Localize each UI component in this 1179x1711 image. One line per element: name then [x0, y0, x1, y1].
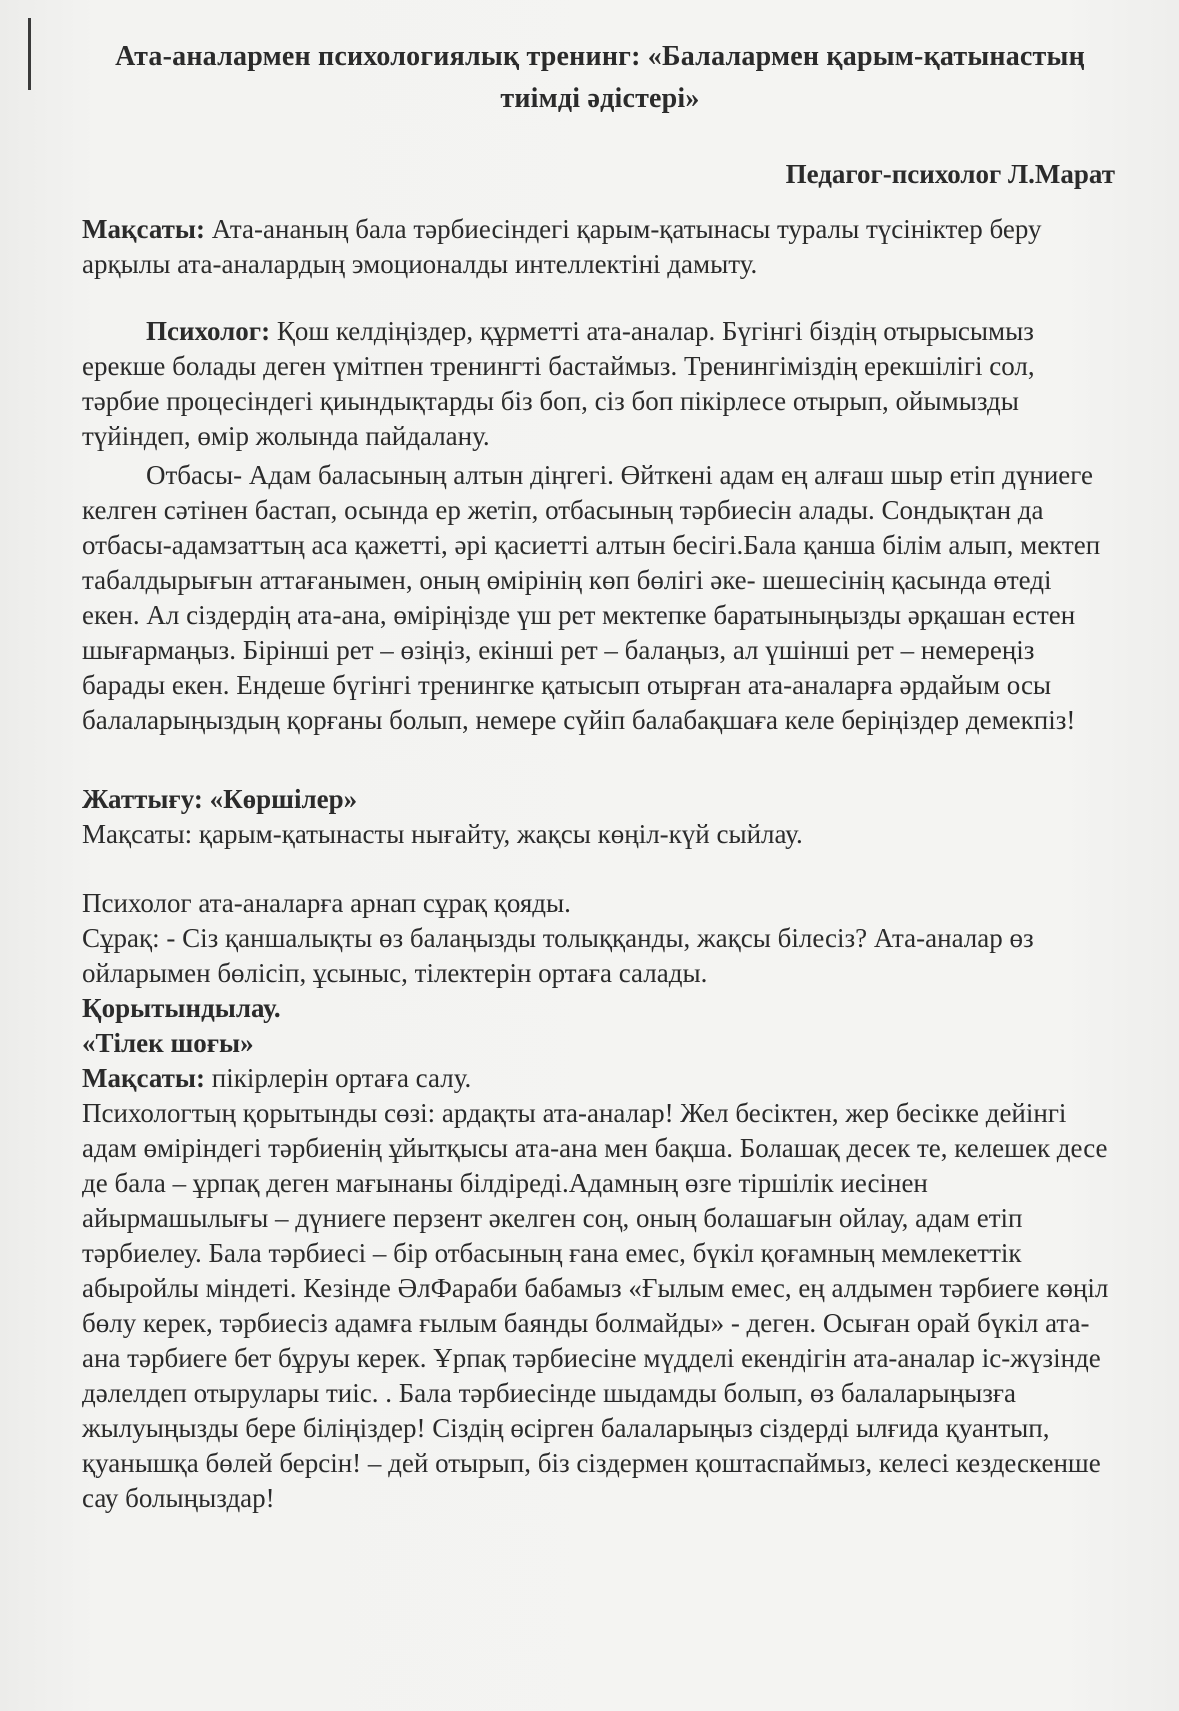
exercise-title	[82, 782, 1112, 817]
question-text: Сұрақ: - Сіз қаншалықты өз балаңызды толыққанды, жақсы білесіз? Ата-аналар өз ойларымен бөлісіп, ұсыныс, тілектерін ортаға салады.	[82, 923, 1034, 988]
goal-block	[82, 212, 1112, 282]
conclusion-title	[82, 991, 1112, 1026]
wish-goal	[82, 1061, 1112, 1096]
question-block	[82, 886, 1112, 1516]
closing-paragraph: Психологтың қорытынды сөзі: ардақты ата-аналар! Жел бесіктен, жер бесікке дейінгі адам өміріндегі тәрбиенің ұйытқысы ата-ана мен бақша. Болашақ десек те, келешек десе де бала – ұрпақ деген мағынаны білдіреді.Адамның өзге тіршілік иесінен айырмашылығы – дүниеге перзент әкелген соң, оның болашағын ойлау, адам етіп тәрбиелеу. Бала тәрбиесі – бір отбасының ғана емес, бүкіл қоғамның мемлекеттік абыройлы міндеті. Кезінде ӘлФараби бабамыз «Ғылым емес, ең алдымен тәрбиеге көңіл бөлу керек, тәрбиесіз адамға ғылым баянды болмайды» - деген. Осыған орай бүкіл ата-ана тәрбиеге бет бұруы керек. Ұрпақ тәрбиесіне мүдделі екендігін ата-аналар іс-жүзінде дәлелдеп отырулары тиіс. . Бала тәрбиесінде шыдамды болып, өз балаларыңызға жылуыңызды бере біліңіздер! Сіздің өсірген балаларыңыз сіздерді ылғида қуантып, қуанышқа бөлей берсін! – дей отырып, біз сіздермен қоштаспаймыз, келесі кездескенше сау болыңыздар!	[82, 1098, 1109, 1513]
margin-line	[28, 18, 31, 90]
wish-title	[82, 1026, 1112, 1061]
psychologist-block	[82, 314, 1112, 738]
goal-paragraph	[82, 212, 1112, 282]
wish-goal-label: Мақсаты:	[82, 1063, 205, 1093]
question-intro: Психолог ата-аналарға арнап сұрақ қояды.	[82, 888, 571, 918]
psychologist-paragraph	[82, 314, 1112, 454]
conclusion-title-text: Қорытындылау.	[82, 993, 281, 1023]
psychologist-text: Қош келдіңіздер, құрметті ата-аналар. Бүгінгі біздің отырысымыз ерекше болады деген үмітпен тренингті бастаймыз. Тренингіміздің ерекшілігі сол, тәрбие процесіндегі қиындықтарды біз боп, сіз боп пікірлесе отырып, ойымызды түйіндеп, өмір жолында пайдалану.	[82, 316, 1035, 451]
wish-title-text: «Тілек шоғы»	[82, 1028, 254, 1058]
goal-text: Ата-ананың бала тәрбиесіндегі қарым-қатынасы туралы түсініктер беру арқылы ата-аналардың эмоционалды интеллектіні дамыту.	[82, 214, 1042, 279]
exercise-title-text: Жаттығу: «Көршілер»	[82, 784, 358, 814]
family-paragraph: Отбасы- Адам баласының алтын діңгегі. Өйткені адам ең алғаш шыр етіп дүниеге келген сәтінен бастап, осында ер жетіп, отбасының тәрбиесін алады. Сондықтан да отбасы-адамзаттың аса қажетті, әрі қасиетті алтын бесігі.Бала қанша білім алып, мектеп табалдырығын аттағанымен, оның өмірінің көп бөлігі әке- шешесінің қасында өтеді екен. Ал сіздердің ата-ана, өміріңізде үш рет мектепке баратыныңызды әрқашан естен шығармаңыз. Бірінші рет – өзіңіз, екінші рет – балаңыз, ал үшінші рет – немереңіз барады екен. Ендеше бүгінгі тренингке қатысып отырған ата-аналарға әрдайым осы балаларыңыздың қорғаны болып, немере сүйіп балабақшаға келе беріңіздер демекпіз!	[82, 460, 1101, 735]
exercise-block	[82, 782, 1112, 852]
psychologist-label: Психолог:	[146, 316, 271, 346]
author-line: Педагог-психолог Л.Марат	[785, 159, 1115, 189]
goal-label: Мақсаты:	[82, 214, 205, 244]
exercise-goal: Мақсаты: қарым-қатынасты нығайту, жақсы көңіл-күй сыйлау.	[82, 819, 803, 849]
wish-goal-text: пікірлерін ортаға салу.	[205, 1063, 472, 1093]
document-title: Ата-аналармен психологиялық тренинг: «Балалармен қарым-қатынастың тиімді әдістері»	[115, 41, 1085, 114]
